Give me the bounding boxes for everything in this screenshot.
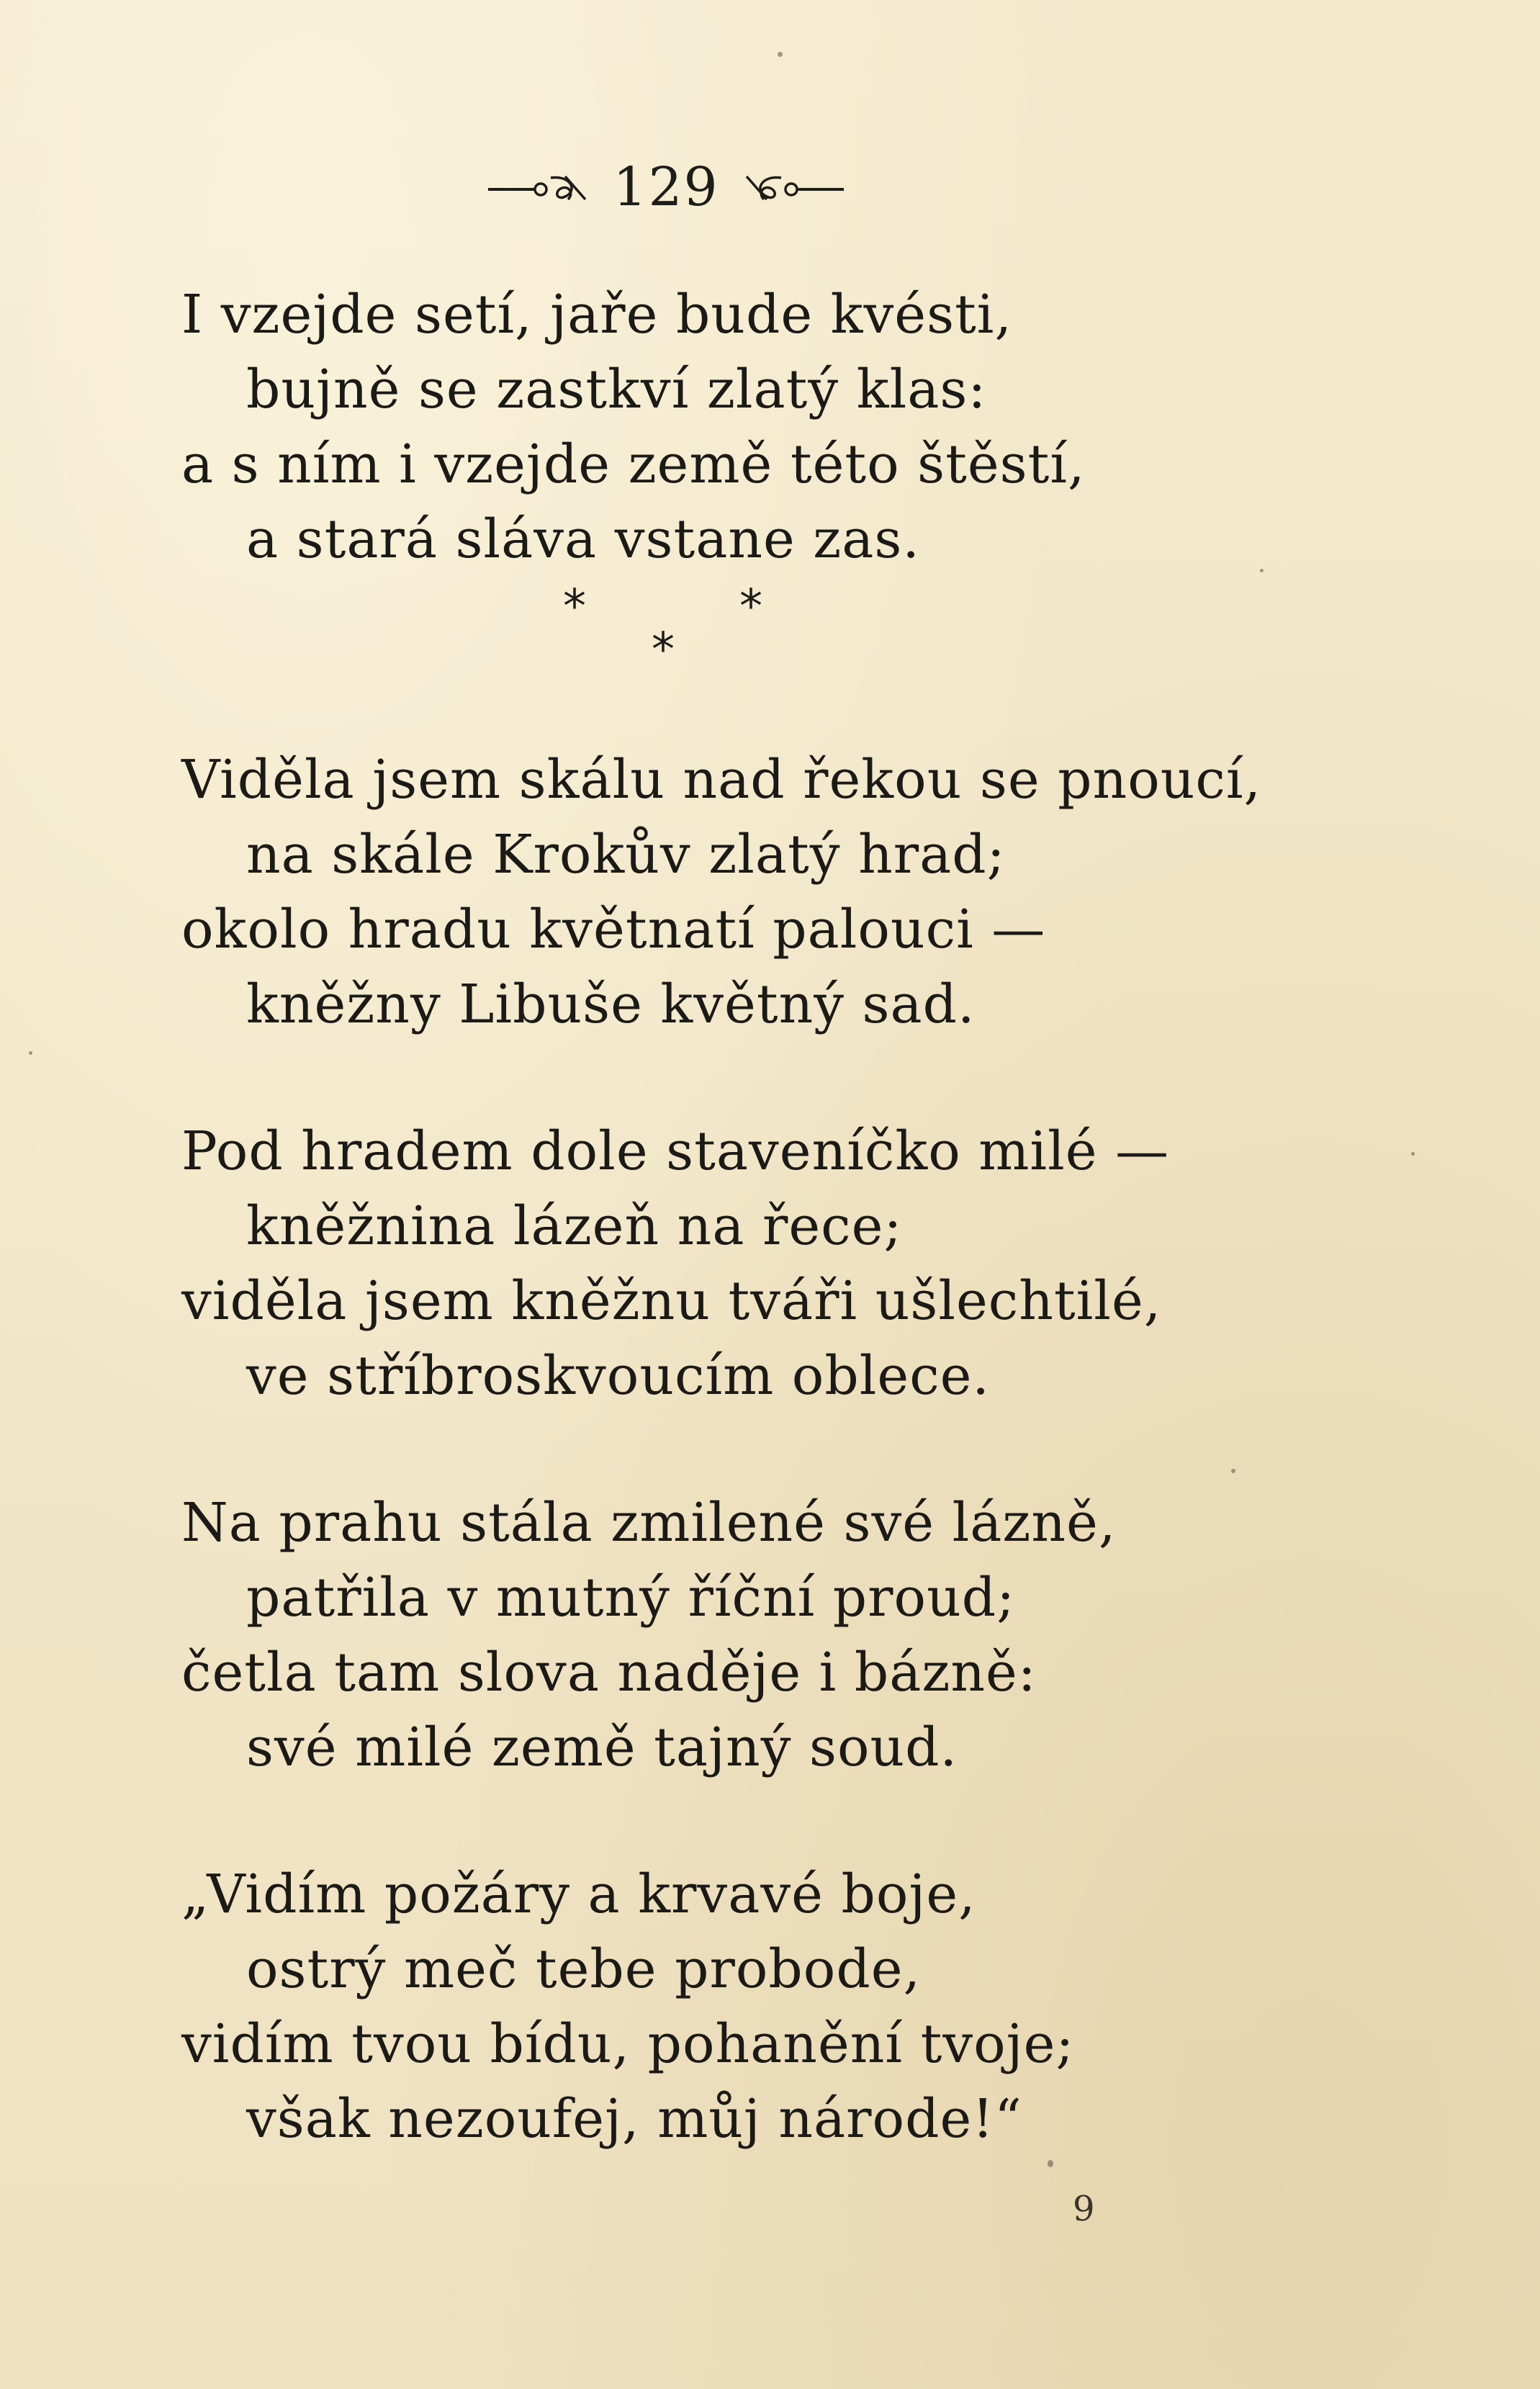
stanza-2 (181, 742, 1333, 1042)
paper-speck (1048, 2160, 1053, 2167)
page-number: 129 (613, 156, 719, 218)
paper-speck (1411, 1152, 1415, 1156)
page-header (472, 148, 860, 227)
verse-line: četla tam slova naděje i bázně: (181, 1642, 1037, 1704)
stanza-3 (181, 1114, 1333, 1413)
stanza-1 (181, 277, 1333, 577)
verse-line: „Vidím požáry a krvavé boje, (181, 1863, 976, 1925)
right-ornament-icon (739, 162, 847, 212)
stanza-gap (181, 1785, 1333, 1857)
signature-mark: 9 (1073, 2189, 1095, 2229)
paper-speck (1260, 569, 1264, 572)
verse-line: však nezoufej, můj národe!“ (246, 2088, 1022, 2150)
stanza-gap (181, 1413, 1333, 1485)
stanza-4 (181, 1485, 1333, 1785)
paper-speck (1231, 1469, 1235, 1473)
verse-line: a s ním i vzejde země této štěstí, (181, 433, 1086, 495)
verse-line: I vzejde setí, jaře bude kvésti, (181, 284, 1012, 346)
verse-line: kněžny Libuše květný sad. (246, 973, 976, 1035)
section-divider (181, 580, 1333, 699)
verse-line: a stará sláva vstane zas. (246, 508, 920, 570)
verse-line: bujně se zastkví zlatý klas: (246, 359, 987, 420)
verse-line: viděla jsem kněžnu tváři ušlechtilé, (181, 1270, 1162, 1332)
paper-speck (29, 1051, 32, 1055)
verse-line: na skále Krokův zlatý hrad; (246, 824, 1006, 886)
verse-line: ve stříbroskvoucím oblece. (246, 1345, 990, 1407)
verse-line: ostrý meč tebe probode, (246, 1938, 922, 2000)
verse-line: patřila v mutný říční proud; (246, 1567, 1016, 1629)
asterisk-icon: * (652, 624, 675, 677)
left-ornament-icon (485, 162, 593, 212)
asterisk-icon: * (739, 580, 762, 634)
paper-speck (778, 52, 783, 57)
stanza-5 (181, 1857, 1333, 2156)
verse-line: Na prahu stála zmilené své lázně, (181, 1492, 1117, 1554)
verse-line: Pod hradem dole staveníčko milé — (181, 1120, 1170, 1182)
verse-line: své milé země tajný soud. (246, 1717, 958, 1778)
poem-text (181, 277, 1333, 2156)
verse-line: okolo hradu květnatí palouci — (181, 899, 1046, 960)
stanza-gap (181, 1042, 1333, 1114)
verse-line: kněžnina lázeň na řece; (246, 1195, 903, 1257)
asterisk-icon: * (563, 580, 586, 634)
verse-line: vidím tvou bídu, pohanění tvoje; (181, 2013, 1075, 2075)
verse-line: Viděla jsem skálu nad řekou se pnoucí, (181, 749, 1262, 811)
